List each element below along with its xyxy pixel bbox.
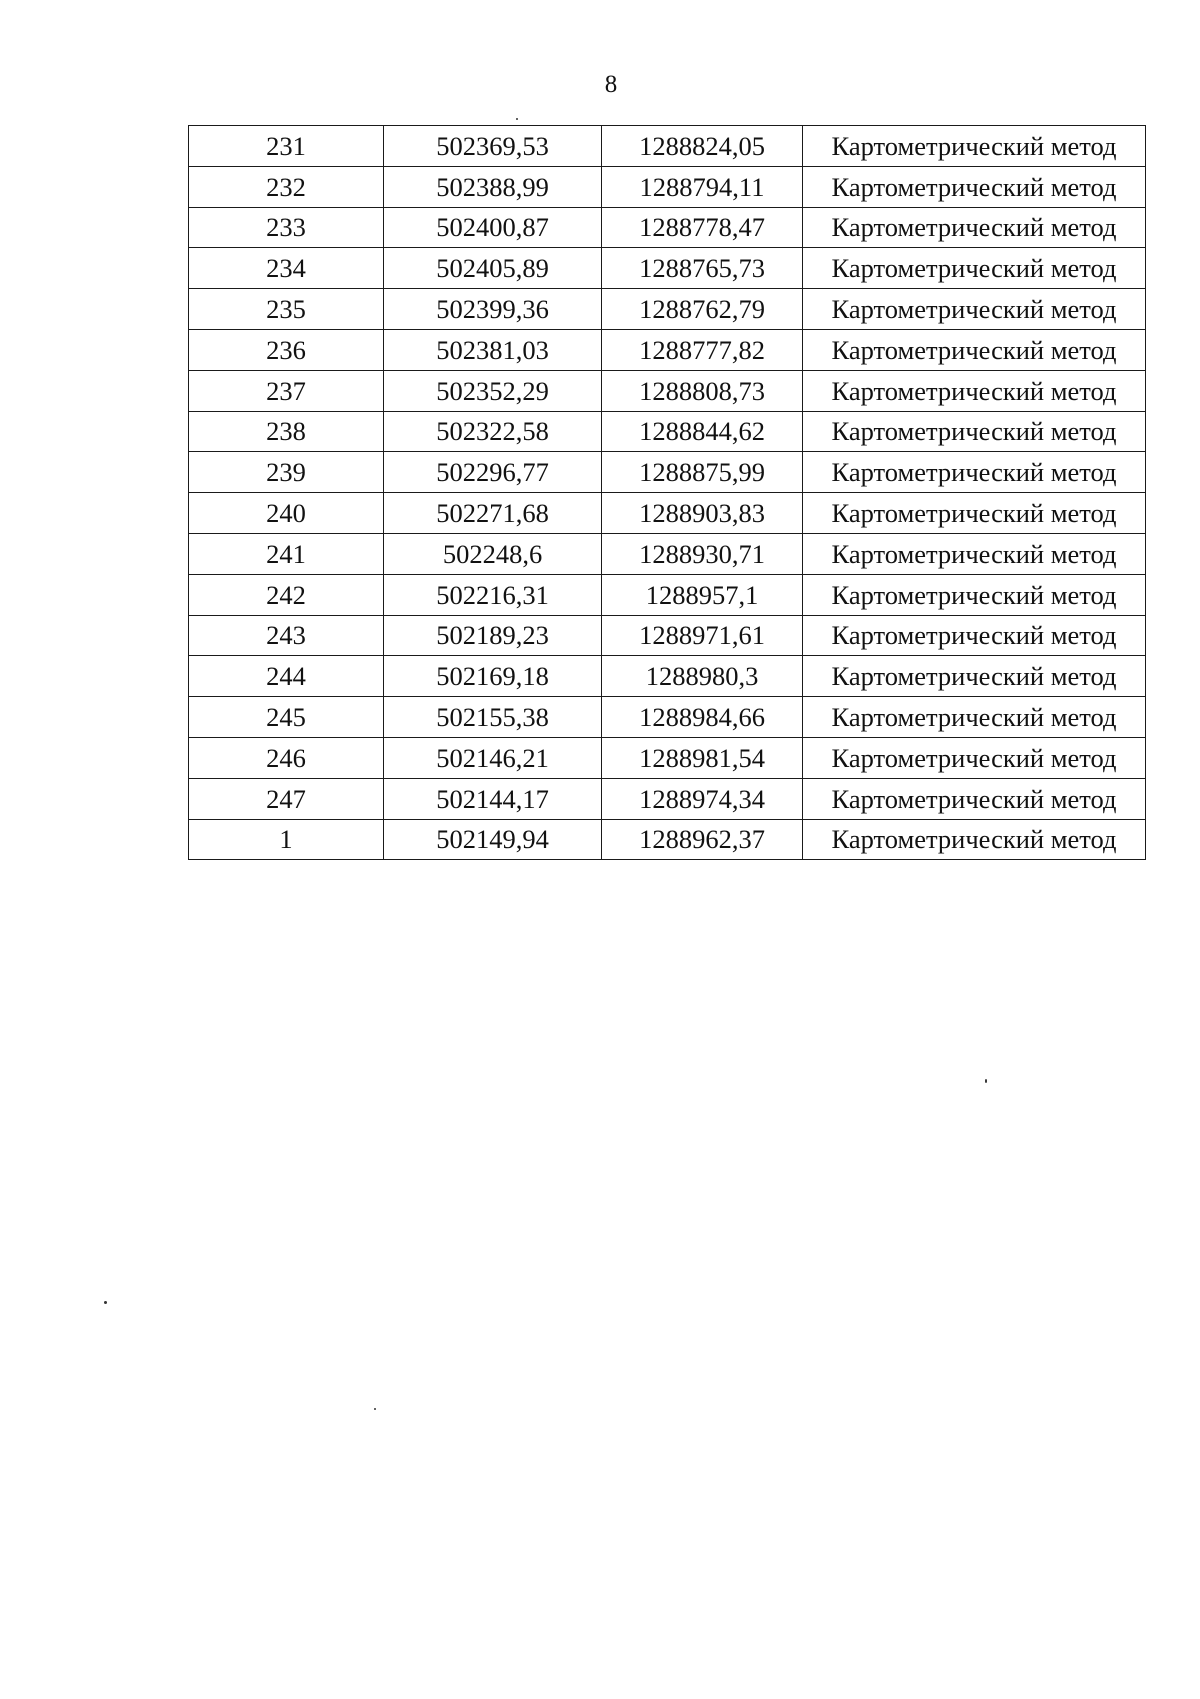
table-row <box>189 329 1146 370</box>
table-row <box>189 697 1146 738</box>
point-number-cell: 243 <box>189 615 384 656</box>
table-row <box>189 370 1146 411</box>
point-number-cell: 231 <box>189 126 384 167</box>
method-cell: Картометрический метод <box>803 126 1146 167</box>
method-cell: Картометрический метод <box>803 329 1146 370</box>
x-coordinate-cell: 502399,36 <box>384 289 602 330</box>
x-coordinate-cell: 502149,94 <box>384 819 602 860</box>
table-row <box>189 248 1146 289</box>
method-cell: Картометрический метод <box>803 778 1146 819</box>
y-coordinate-cell: 1288762,79 <box>602 289 803 330</box>
x-coordinate-cell: 502381,03 <box>384 329 602 370</box>
y-coordinate-cell: 1288808,73 <box>602 370 803 411</box>
point-number-cell: 242 <box>189 574 384 615</box>
y-coordinate-cell: 1288981,54 <box>602 737 803 778</box>
x-coordinate-cell: 502369,53 <box>384 126 602 167</box>
point-number-cell: 235 <box>189 289 384 330</box>
point-number-cell: 232 <box>189 166 384 207</box>
table-row <box>189 819 1146 860</box>
table-row <box>189 656 1146 697</box>
table-row <box>189 289 1146 330</box>
method-cell: Картометрический метод <box>803 533 1146 574</box>
x-coordinate-cell: 502405,89 <box>384 248 602 289</box>
y-coordinate-cell: 1288778,47 <box>602 207 803 248</box>
scan-speck <box>374 1408 376 1410</box>
table-row <box>189 411 1146 452</box>
table-row <box>189 615 1146 656</box>
x-coordinate-cell: 502169,18 <box>384 656 602 697</box>
point-number-cell: 240 <box>189 493 384 534</box>
y-coordinate-cell: 1288962,37 <box>602 819 803 860</box>
x-coordinate-cell: 502248,6 <box>384 533 602 574</box>
y-coordinate-cell: 1288980,3 <box>602 656 803 697</box>
point-number-cell: 241 <box>189 533 384 574</box>
table-row <box>189 574 1146 615</box>
x-coordinate-cell: 502296,77 <box>384 452 602 493</box>
method-cell: Картометрический метод <box>803 615 1146 656</box>
method-cell: Картометрический метод <box>803 289 1146 330</box>
table-row <box>189 166 1146 207</box>
x-coordinate-cell: 502352,29 <box>384 370 602 411</box>
point-number-cell: 245 <box>189 697 384 738</box>
point-number-cell: 234 <box>189 248 384 289</box>
table-row <box>189 737 1146 778</box>
table-row <box>189 778 1146 819</box>
scan-speck <box>516 118 518 120</box>
x-coordinate-cell: 502189,23 <box>384 615 602 656</box>
point-number-cell: 233 <box>189 207 384 248</box>
y-coordinate-cell: 1288903,83 <box>602 493 803 534</box>
x-coordinate-cell: 502155,38 <box>384 697 602 738</box>
y-coordinate-cell: 1288844,62 <box>602 411 803 452</box>
y-coordinate-cell: 1288875,99 <box>602 452 803 493</box>
method-cell: Картометрический метод <box>803 411 1146 452</box>
y-coordinate-cell: 1288794,11 <box>602 166 803 207</box>
table-row <box>189 452 1146 493</box>
page-number: 8 <box>604 71 618 98</box>
table-row <box>189 207 1146 248</box>
method-cell: Картометрический метод <box>803 493 1146 534</box>
method-cell: Картометрический метод <box>803 207 1146 248</box>
point-number-cell: 236 <box>189 329 384 370</box>
table-row <box>189 126 1146 167</box>
y-coordinate-cell: 1288974,34 <box>602 778 803 819</box>
y-coordinate-cell: 1288777,82 <box>602 329 803 370</box>
x-coordinate-cell: 502146,21 <box>384 737 602 778</box>
point-number-cell: 237 <box>189 370 384 411</box>
method-cell: Картометрический метод <box>803 819 1146 860</box>
method-cell: Картометрический метод <box>803 370 1146 411</box>
x-coordinate-cell: 502144,17 <box>384 778 602 819</box>
point-number-cell: 238 <box>189 411 384 452</box>
point-number-cell: 247 <box>189 778 384 819</box>
y-coordinate-cell: 1288971,61 <box>602 615 803 656</box>
table-row <box>189 493 1146 534</box>
method-cell: Картометрический метод <box>803 697 1146 738</box>
method-cell: Картометрический метод <box>803 656 1146 697</box>
method-cell: Картометрический метод <box>803 452 1146 493</box>
table-row <box>189 533 1146 574</box>
x-coordinate-cell: 502216,31 <box>384 574 602 615</box>
x-coordinate-cell: 502388,99 <box>384 166 602 207</box>
point-number-cell: 244 <box>189 656 384 697</box>
point-number-cell: 246 <box>189 737 384 778</box>
x-coordinate-cell: 502271,68 <box>384 493 602 534</box>
y-coordinate-cell: 1288930,71 <box>602 533 803 574</box>
y-coordinate-cell: 1288984,66 <box>602 697 803 738</box>
method-cell: Картометрический метод <box>803 166 1146 207</box>
method-cell: Картометрический метод <box>803 248 1146 289</box>
coordinates-table <box>188 125 1146 860</box>
method-cell: Картометрический метод <box>803 737 1146 778</box>
scan-speck <box>985 1079 987 1083</box>
x-coordinate-cell: 502322,58 <box>384 411 602 452</box>
point-number-cell: 239 <box>189 452 384 493</box>
y-coordinate-cell: 1288824,05 <box>602 126 803 167</box>
x-coordinate-cell: 502400,87 <box>384 207 602 248</box>
y-coordinate-cell: 1288957,1 <box>602 574 803 615</box>
y-coordinate-cell: 1288765,73 <box>602 248 803 289</box>
method-cell: Картометрический метод <box>803 574 1146 615</box>
coordinates-table-body <box>189 126 1146 860</box>
point-number-cell: 1 <box>189 819 384 860</box>
scan-speck <box>104 1301 107 1304</box>
